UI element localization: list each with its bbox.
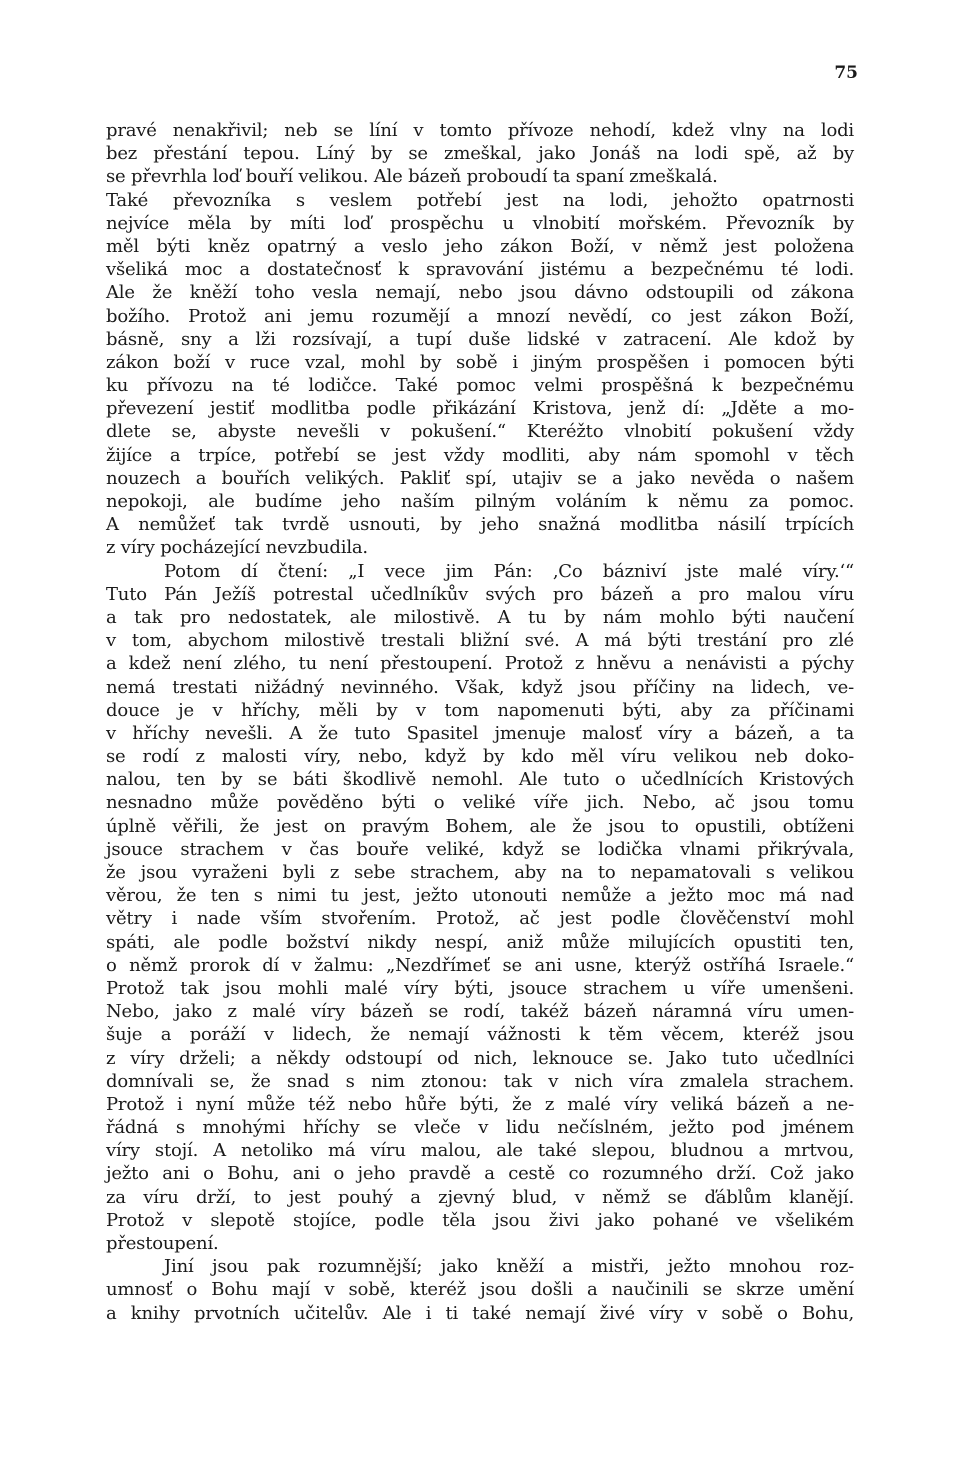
text-line: řádná s mnohými hříchy se vleče v lidu nečíslném, ježto pod jménem [106,1117,854,1139]
text-line: větry i nade vším stvořením. Protož, ač jest podle člověčenství mohl [106,908,854,930]
text-line: Tuto Pán Ježíš potrestal učedlníkův svých pro bázeň a pro malou víru [106,583,854,605]
text-line: spáti, ale podle božství nikdy nespí, aniž může milujících opustiti ten, [106,931,854,953]
text-line: v hříchy nevešli. A že tuto Spasitel jmenuje malosť víry a bázeň, a ta [106,722,854,744]
body-text [106,119,854,1325]
text-line: básně, sny a lži rozsívají, a tupí duše lidské v zatracení. Ale kdož by [106,328,854,350]
text-line: v tom, abychom milostivě trestali bližní své. A má býti trestání pro zlé [106,630,854,652]
text-line: z víry drželi; a někdy odstoupí od nich, leknouce se. Jako tuto učedlníci [106,1047,854,1069]
text-line: umnosť o Bohu mají v sobě, kteréž jsou došli a naučinili se skrze umění [106,1279,854,1301]
text-line: Jiní jsou pak rozumnější; jako kněží a mistři, ježto mnohou roz- [164,1256,854,1278]
text-line: měl býti kněz opatrný a veslo jeho zákon Boží, v němž jest položena [106,235,854,257]
page-number: 75 [834,63,858,83]
text-line: nesnadno může pověděno býti o veliké víře jich. Nebo, ač jsou tomu [106,792,854,814]
text-line: nouzech a bouřích velikých. Pakliť spí, utajiv se a jako nevěda o našem [106,467,854,489]
text-line: a tak pro nedostatek, ale milostivě. A tu by nám mohlo býti naučení [106,606,854,628]
text-line: úplně věřili, že jest on pravým Bohem, ale že jsou to opustili, obtíženi [106,815,854,837]
text-line: Protož tak jsou mohli malé víry býti, jsouce strachem u víře umenšeni. [106,977,854,999]
text-line: douce je v hříchy, měli by v tom napomenuti býti, aby za příčinami [106,699,854,721]
text-line: přestoupení. [106,1233,219,1254]
text-line: šuje a poráží v lidech, že nemají vážnosti k těm věcem, kteréž jsou [106,1024,854,1046]
text-line: jsouce strachem v čas bouře veliké, když se lodička vlnami přikrývala, [106,838,854,860]
text-line: nepokoji, ale budíme jeho naším pilným voláním k němu za pomoc. [106,491,854,512]
text-line: božího. Protož ani jemu rozumějí a mnozí nevědí, co jest zákon Boží, [106,305,854,327]
text-line: Protož v slepotě stojíce, podle těla jsou živi jako pohané ve všelikém [106,1209,854,1231]
text-line: ku přívozu na té lodičce. Také pomoc velmi prospěšná k bezpečnému [106,375,854,397]
text-line: bez přestání tepou. Líný by se zmeškal, jako Jonáš na lodi spě, až by [106,143,854,165]
text-line: o němž prorok dí v žalmu: „Nezdřímeť se ani usne, kterýž ostříhá Israele.“ [106,954,854,976]
text-line: a kdež není zlého, tu není přestoupení. Protož z hněvu a nenávisti a pýchy [106,653,854,675]
text-line: z víry pocházející nevzbudila. [106,537,368,559]
text-line: žijíce a trpíce, potřebí se jest vždy modliti, aby nám spomohl v těch [106,444,854,466]
text-line: Protož i nyní může též nebo hůře býti, že z malé víry veliká bázeň a ne- [106,1093,854,1115]
text-line: nemá trestati nižádný nevinného. Však, když jsou příčiny na lidech, ve- [106,676,854,698]
text-line: se rodí z malosti víry, nebo, když by kdo měl víru velikou neb doko- [106,746,854,768]
text-line: převezení jestiť modlitba podle přikázání Kristova, jenž dí: „Jděte a mo- [106,398,854,420]
text-line: víry stojí. A netoliko má víru malou, ale také slepou, bludnou a mrtvou, [106,1140,854,1162]
text-line: Také převozníka s veslem potřebí jest na lodi, jehožto opatrnosti [106,189,854,211]
text-line: A nemůžeť tak tvrdě usnouti, by jeho snažná modlitba násilí trpících [106,514,854,536]
text-line: Nebo, jako z malé víry bázeň se rodí, takéž bázeň náramná víru umen- [106,1001,854,1023]
text-line: se převrhla loď bouří velikou. Ale bázeň proboudí ta spaní zmeškalá. [106,166,718,188]
text-line: že jsou vyraženi byli z sebe strachem, aby na to nepamatovali s velikou [106,862,854,883]
text-line: nejvíce měla by míti loď prospěchu u vlnobití mořském. Převozník by [106,212,854,234]
text-line: Potom dí čtení: „I vece jim Pán: ‚Co bázniví jste malé víry.‘“ [164,560,854,582]
text-line: a knihy prvotních učitelův. Ale i ti také nemají živé víry v sobě o Bohu, [106,1302,854,1324]
text-line: za víru drží, to jest pouhý a zjevný blud, v němž se ďáblům klanějí. [106,1186,854,1208]
text-line: zákon boží v ruce vzal, mohl by sobě i jiným prospěšen i pomocen býti [106,351,854,373]
text-line: Ale že kněží toho vesla nemají, nebo jsou dávno odstoupili od zákona [106,282,854,304]
text-line: dlete se, abyste nevešli v pokušení.“ Kteréžto vlnobití pokušení vždy [106,421,854,443]
text-line: pravé nenakřivil; neb se líní v tomto přívoze nehodí, kdež vlny na lodi [106,120,854,141]
text-line: všeliká moc a dostatečnosť k spravování jistému a bezpečnému té lodi. [106,259,854,281]
text-line: domnívali se, že snad s nim ztonou: tak v nich víra zmalela strachem. [106,1070,854,1092]
text-line: ježto ani o Bohu, ani o jeho pravdě a cestě co rozumného drží. Což jako [106,1163,854,1185]
text-line: věrou, že ten s nimi tu jest, ježto utonouti nemůže a ježto moc má nad [106,885,854,907]
text-line: nalou, ten by se báti škodlivě nemohl. Ale tuto o učedlnících Kristových [106,769,854,791]
